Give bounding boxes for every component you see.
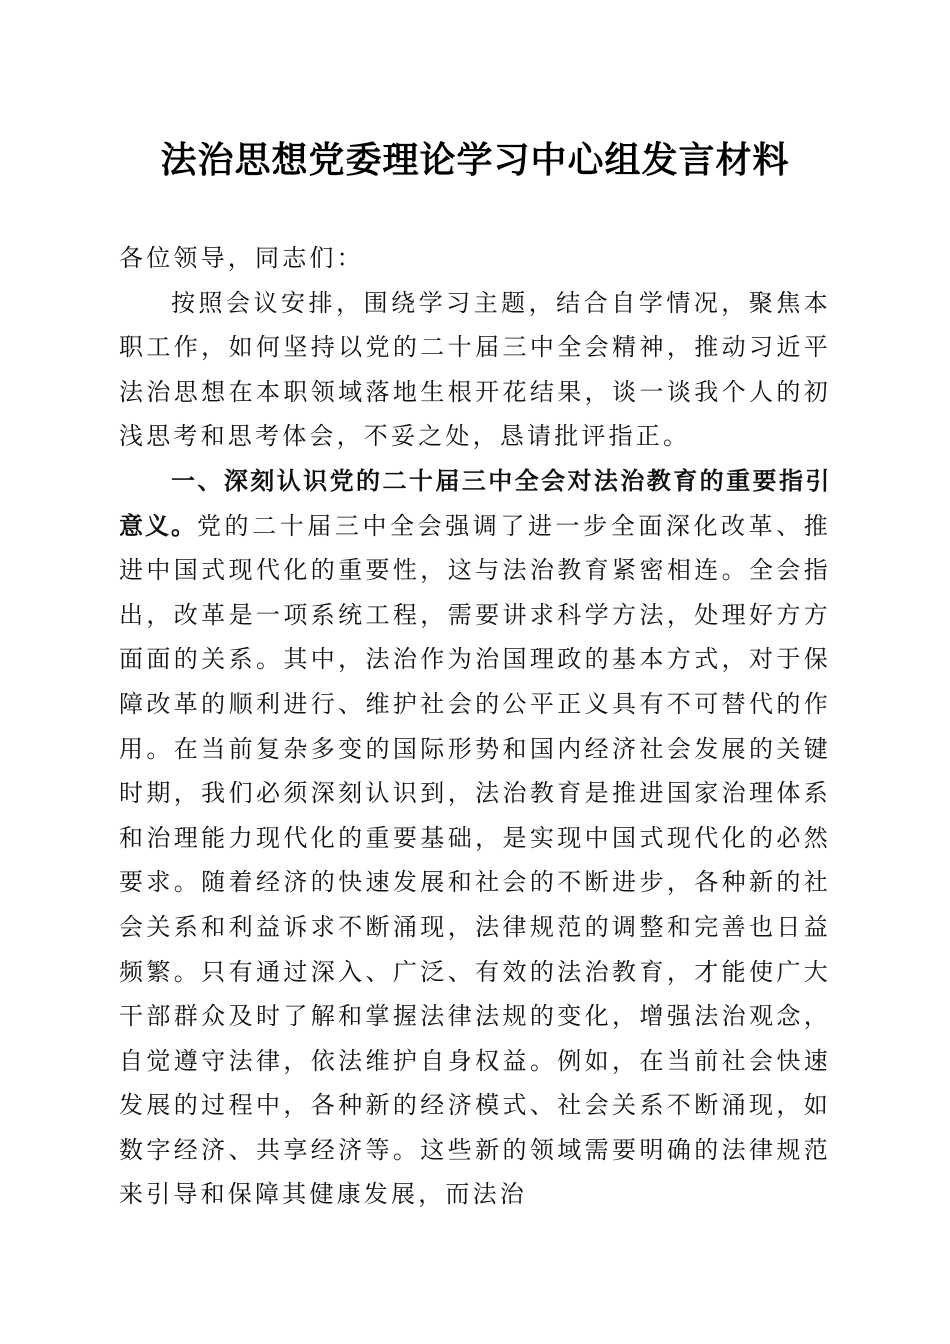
document-title: 法治思想党委理论学习中心组发言材料 [160, 139, 790, 181]
intro-paragraph: 按照会议安排，围绕学习主题，结合自学情况，聚焦本职工作，如何坚持以党的二十届三中全会精神，推动习近平法治思想在本职领域落地生根开花结果，谈一谈我个人的初浅思考和思考体会，不妥之处，恳请批评指正。 [119, 288, 831, 451]
section-1-heading: 一、深刻认识党的二十届三中全会对法治教育的重要指引意义。 [119, 466, 831, 540]
salutation: 各位领导，同志们： [119, 244, 364, 272]
section-1-text: 党的二十届三中全会强调了进一步全面深化改革、推进中国式现代化的重要性，这与法治教育紧密相连。全会指出，改革是一项系统工程，需要讲求科学方法，处理好方方面面的关系。其中，法治作为治国理政的基本方式，对于保障改革的顺利进行、维护社会的公平正义具有不可替代的作用。在当前复杂多变的国际形势和国内经济社会发展的关键时期，我们必须深刻认识到，法治教育是推进国家治理体系和治理能力现代化的重要基础，是实现中国式现代化的必然要求。随着经济的快速发展和社会的不断进步，各种新的社会关系和利益诉求不断涌现，法律规范的调整和完善也日益频繁。只有通过深入、广泛、有效的法治教育，才能使广大干部群众及时了解和掌握法律法规的变化，增强法治观念，自觉遵守法律，依法维护自身权益。例如，在当前社会快速发展的过程中，各种新的经济模式、社会关系不断涌现，如数字经济、共享经济等。这些新的领域需要明确的法律规范来引导和保障其健康发展，而法治 [119, 511, 831, 1209]
section-1-paragraph [119, 459, 831, 1217]
document-body [119, 236, 831, 1217]
